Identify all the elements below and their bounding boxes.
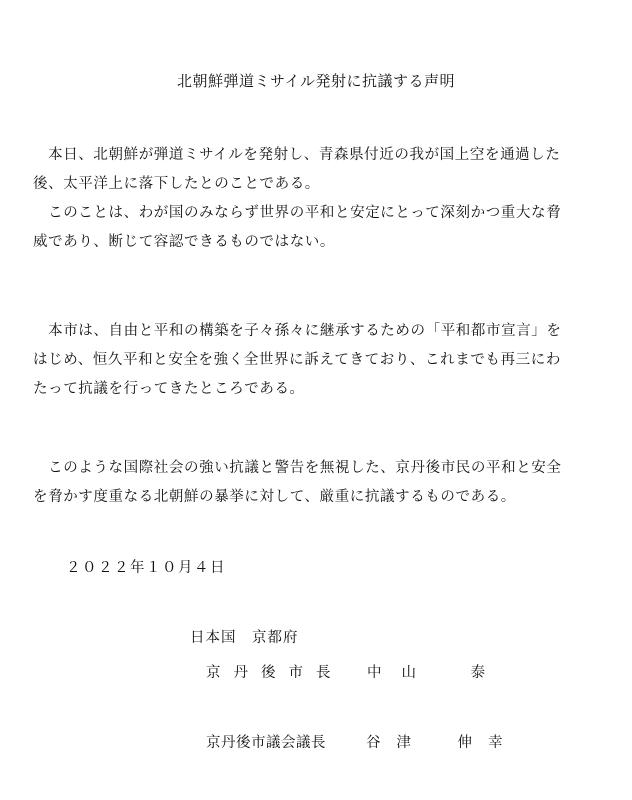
signature-role: 京丹後市長: [206, 665, 344, 681]
paragraph-line: を脅かす度重なる北朝鮮の暴挙に対して、厳重に抗議するものである。: [33, 489, 516, 505]
signature-name: 谷津 伸幸: [366, 735, 519, 751]
paragraph-line: はじめ、恒久平和と安全を強く全世界に訴えてきており、これまでも再三にわ: [33, 352, 561, 368]
paragraph-line: 本日、北朝鮮が弾道ミサイルを発射し、青森県付近の我が国上空を通過した: [33, 147, 561, 163]
statement-title: 北朝鮮弾道ミサイル発射に抗議する声明: [177, 72, 455, 90]
paragraph-1: [33, 141, 593, 257]
paragraph-3: [33, 454, 593, 512]
statement-date: ２０２２年１０月４日: [66, 560, 226, 576]
prefecture-label: 日本国 京都府: [190, 630, 299, 646]
signature-name: 中山 泰: [367, 665, 505, 681]
paragraph-2: [33, 317, 593, 404]
paragraph-line: 後、太平洋上に落下したとのことである。: [33, 176, 320, 192]
paragraph-line: このような国際社会の強い抗議と警告を無視した、京丹後市民の平和と安全: [33, 460, 562, 476]
paragraph-line: たって抗議を行ってきたところである。: [33, 381, 305, 397]
signature-role: 京丹後市議会議長: [206, 735, 326, 751]
paragraph-line: このことは、わが国のみならず世界の平和と安定にとって深刻かつ重大な脅: [33, 205, 562, 221]
paragraph-line: 威であり、断じて容認できるものではない。: [33, 234, 335, 250]
paragraph-line: 本市は、自由と平和の構築を子々孫々に継承するための「平和都市宣言」を: [33, 323, 562, 339]
